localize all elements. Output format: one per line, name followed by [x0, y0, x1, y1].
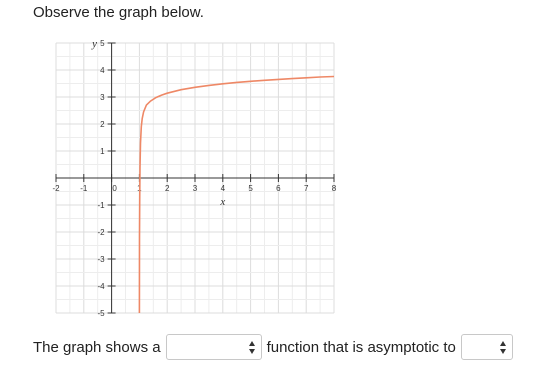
answer-row [33, 333, 518, 361]
answer-prefix: The graph shows a [33, 338, 161, 356]
y-axis-label: y [92, 38, 98, 50]
y-tick-label: 1 [100, 147, 105, 156]
y-tick-label: -1 [97, 201, 105, 210]
x-tick-label: 5 [248, 184, 253, 193]
y-tick-label: 4 [100, 66, 105, 75]
x-tick-label: 3 [192, 184, 198, 193]
y-tick-label: 2 [100, 120, 105, 129]
x-tick-label: -1 [80, 184, 88, 193]
question-prompt: Observe the graph below. [33, 4, 204, 21]
x-tick-label: 7 [303, 184, 309, 193]
function-type-select[interactable] [166, 334, 262, 360]
x-tick-label: -2 [52, 184, 60, 193]
y-tick-label: -2 [97, 228, 105, 237]
updown-chevron-icon [500, 341, 507, 354]
x-tick-label: 4 [220, 184, 226, 193]
y-tick-label: 5 [100, 39, 105, 48]
x-tick-label: 1 [137, 184, 142, 193]
x-tick-label: 0 [112, 184, 117, 193]
answer-middle: function that is asymptotic to [266, 338, 456, 356]
updown-chevron-icon [249, 341, 256, 354]
y-tick-label: -4 [97, 282, 105, 291]
x-axis-label: x [220, 196, 226, 208]
y-tick-label: 3 [100, 93, 105, 102]
x-tick-label: 6 [276, 184, 281, 193]
y-tick-label: -3 [97, 255, 105, 264]
y-tick-label: -5 [97, 309, 105, 318]
x-tick-label: 2 [164, 184, 170, 193]
x-tick-label: 8 [331, 184, 337, 193]
asymptote-select[interactable] [461, 334, 513, 360]
